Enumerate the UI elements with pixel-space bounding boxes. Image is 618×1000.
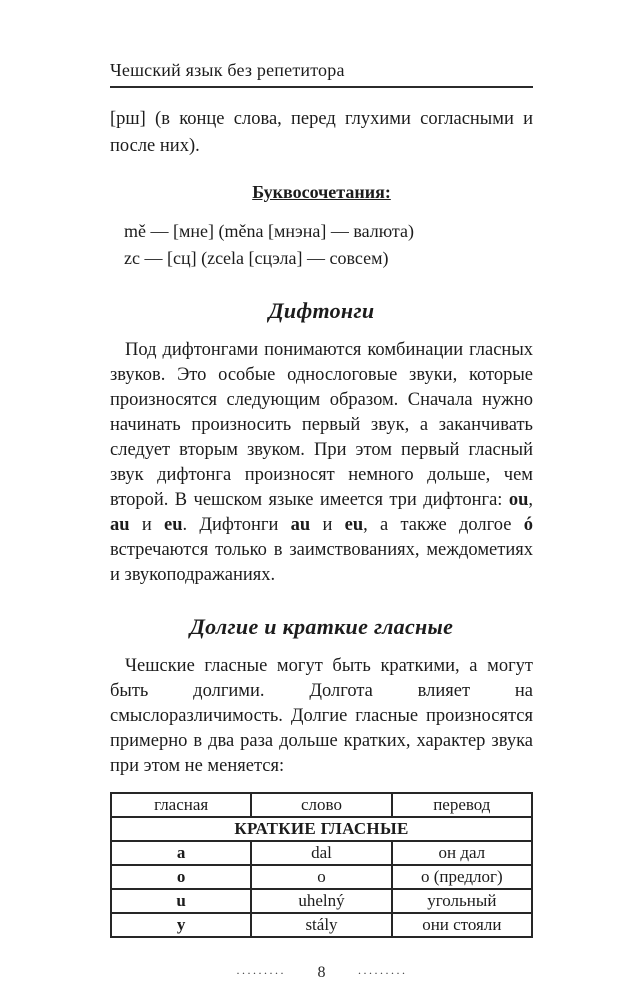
translation-cell: о (предлог): [392, 865, 532, 889]
table-section-title: КРАТКИЕ ГЛАСНЫЕ: [111, 817, 532, 841]
table-row: [111, 913, 532, 937]
table-row: [111, 841, 532, 865]
translation-cell: они стояли: [392, 913, 532, 937]
diphthongs-paragraph: Под дифтонгами понимаются комбинации гласных звуков. Это особые однослоговые звуки, которые произносятся следующим образом. Сначала нужно начинать произносить первый звук, а заканчивать следует вторым звуком. При этом первый гласный звук дифтонга произносят немного дольше, чем второй. В чешском языке имеется три дифтонга: ou, au и eu. Дифтонги au и eu, а также долгое ó встречаются только в заимствованиях, междометиях и звукоподражаниях.: [110, 340, 533, 585]
diphthongs-heading: Дифтонги: [268, 298, 375, 323]
intro-paragraph: [рш] (в конце слова, перед глухими согласными и после них).: [110, 109, 533, 156]
vowel-cell: o: [111, 865, 251, 889]
translation-cell: он дал: [392, 841, 532, 865]
table-row: [111, 865, 532, 889]
vowel-cell: u: [111, 889, 251, 913]
long-short-vowels-paragraph: Чешские гласные могут быть краткими, а могут быть долгими. Долгота влияет на смыслоразличимость. Долгие гласные произносятся примерно в два раза дольше кратких, характер звука при этом не меняется:: [110, 656, 533, 776]
translation-cell: угольный: [392, 889, 532, 913]
word-cell: uhelný: [251, 889, 391, 913]
vowel-cell: a: [111, 841, 251, 865]
letter-combination-item: zc — [сц] (zcela [сцэла] — совсем): [124, 248, 389, 268]
word-cell: dal: [251, 841, 391, 865]
column-header-vowel: гласная: [111, 793, 251, 817]
vowel-cell: y: [111, 913, 251, 937]
page-number: 8: [317, 964, 326, 981]
letter-combination-item: mě — [мне] (měna [мнэна] — валюта): [124, 221, 414, 241]
table-section-row: [111, 817, 532, 841]
page-footer: [110, 964, 533, 982]
word-cell: o: [251, 865, 391, 889]
footer-dots-left: ·········: [236, 966, 286, 980]
column-header-translation: перевод: [392, 793, 532, 817]
column-header-word: слово: [251, 793, 391, 817]
table-header-row: [111, 793, 532, 817]
long-short-vowels-heading: Долгие и краткие гласные: [189, 614, 454, 639]
table-row: [111, 889, 532, 913]
running-head: Чешский язык без репетитора: [110, 60, 533, 88]
word-cell: stály: [251, 913, 391, 937]
vowels-table: [110, 792, 533, 938]
footer-dots-right: ·········: [357, 966, 407, 980]
letter-combinations-title: Буквосочетания:: [252, 182, 391, 202]
letter-combinations-list: [110, 218, 533, 272]
